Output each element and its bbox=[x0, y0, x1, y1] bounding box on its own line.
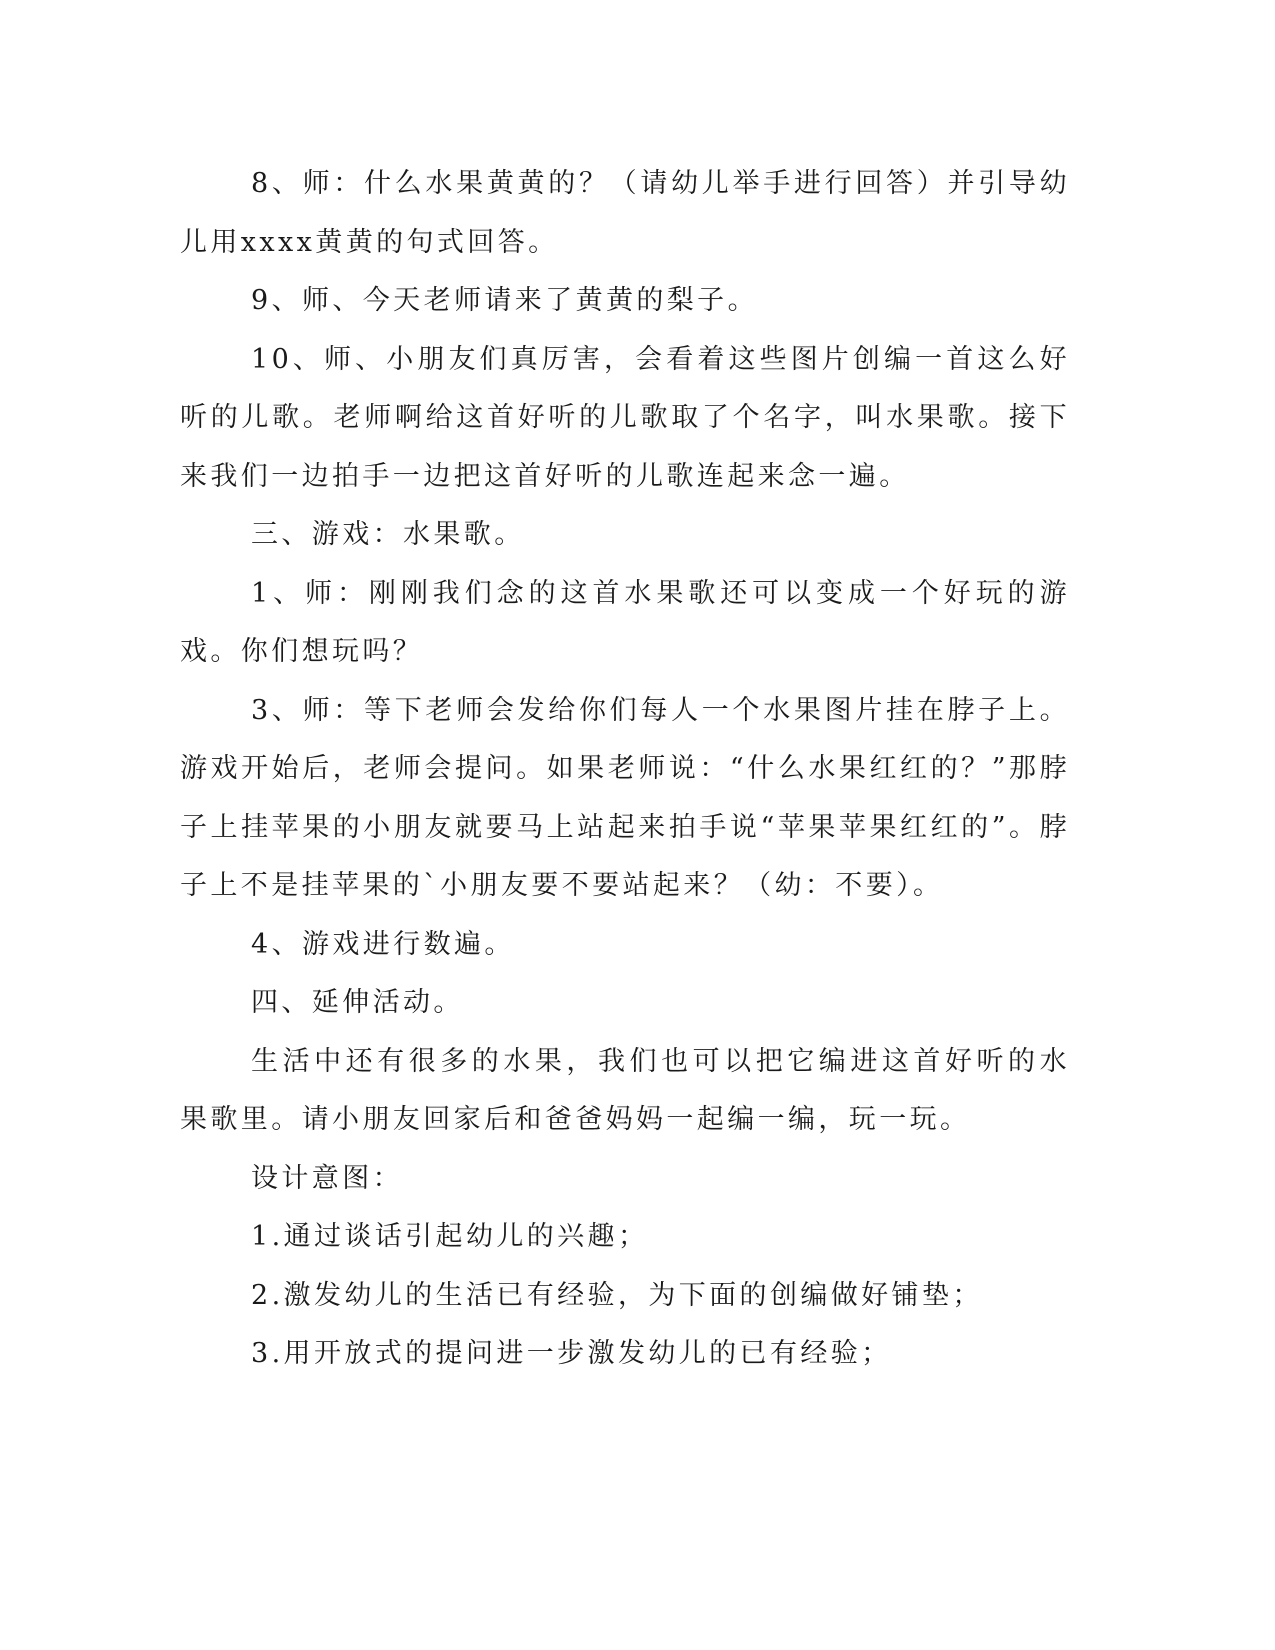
paragraph-game-step-1: 1、师：刚刚我们念的这首水果歌还可以变成一个好玩的游戏。你们想玩吗？ bbox=[180, 577, 1070, 667]
paragraph-step-9: 9、师、今天老师请来了黄黄的梨子。 bbox=[251, 285, 758, 316]
paragraph-game-step-4: 4、游戏进行数遍。 bbox=[251, 928, 515, 960]
paragraph-extension: 生活中还有很多的水果，我们也可以把它编进这首好听的水果歌里。请小朋友回家后和爸爸妈妈一起编一编，玩一玩。 bbox=[180, 1045, 1070, 1135]
paragraph-intent-3: 3.用开放式的提问进一步激发幼儿的已有经验； bbox=[251, 1338, 892, 1369]
paragraph-game-step-3: 3、师：等下老师会发给你们每人一个水果图片挂在脖子上。游戏开始后，老师会提问。如果老师说：“什么水果红红的？”那脖子上挂苹果的小朋友就要马上站起来拍手说“苹果苹果红红的”。脖子上不是挂苹果的`小朋友要不要站起来？（幼：不要）。 bbox=[180, 694, 1070, 901]
paragraph-intent-1: 1.通过谈话引起幼儿的兴趣； bbox=[251, 1221, 649, 1252]
section-heading-extension: 四、延伸活动。 bbox=[251, 987, 464, 1018]
section-heading-design-intent: 设计意图： bbox=[251, 1162, 403, 1194]
paragraph-intent-2: 2.激发幼儿的生活已有经验，为下面的创编做好铺垫； bbox=[251, 1279, 983, 1311]
document-body bbox=[180, 155, 1070, 1384]
paragraph-step-10: 10、师、小朋友们真厉害，会看着这些图片创编一首这么好听的儿歌。老师啊给这首好听的儿歌取了个名字，叫水果歌。接下来我们一边拍手一边把这首好听的儿歌连起来念一遍。 bbox=[180, 343, 1070, 492]
section-heading-game: 三、游戏：水果歌。 bbox=[251, 519, 525, 550]
paragraph-step-8: 8、师：什么水果黄黄的？（请幼儿举手进行回答）并引导幼儿用xxxx黄黄的句式回答。 bbox=[180, 168, 1070, 258]
